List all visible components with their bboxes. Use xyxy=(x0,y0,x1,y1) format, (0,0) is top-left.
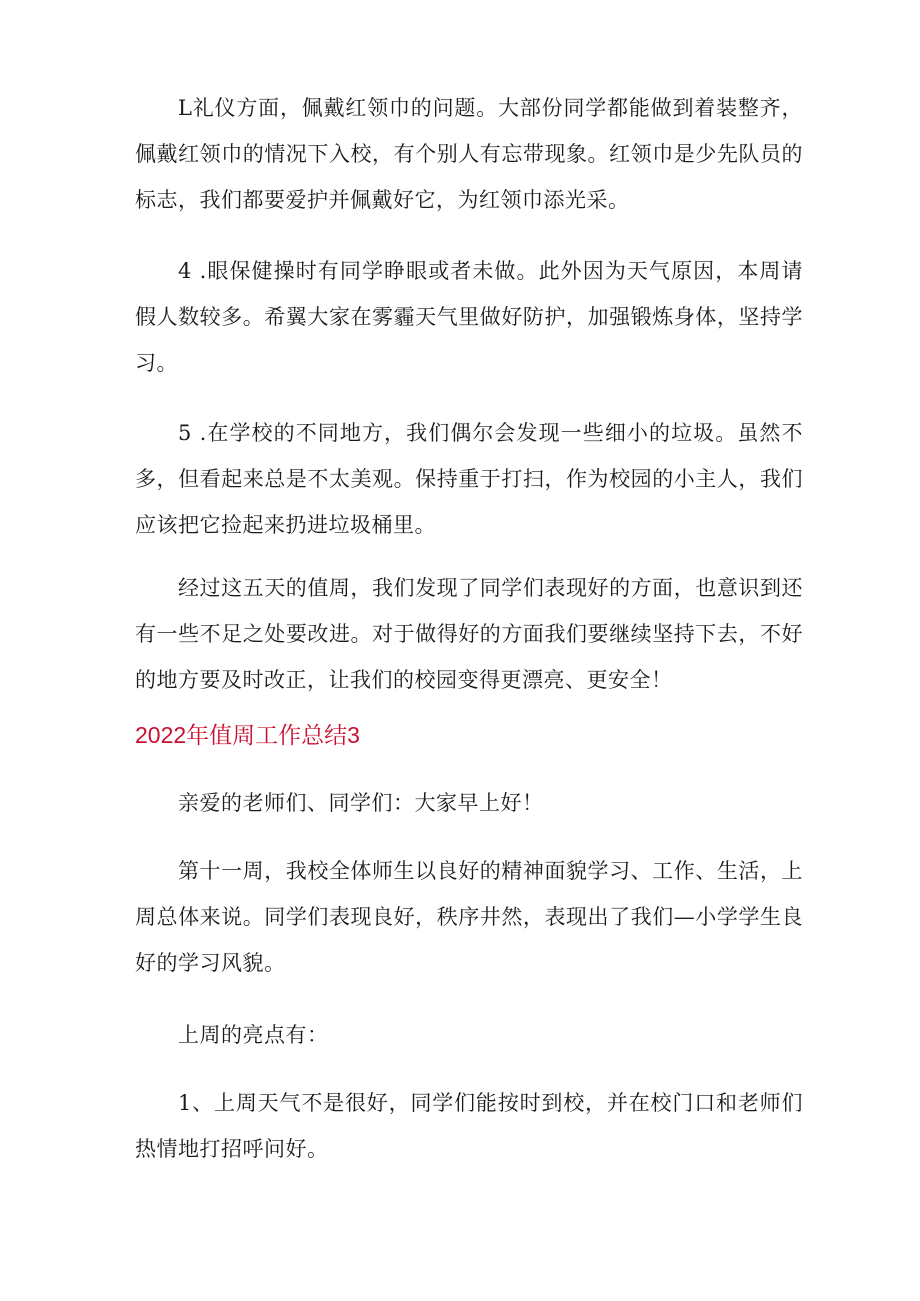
paragraph-litter: 5 .在学校的不同地方，我们偶尔会发现一些细小的垃圾。虽然不多，但看起来总是不太美观。保持重于打扫，作为校园的小主人，我们应该把它捡起来扔进垃圾桶里。 xyxy=(135,421,803,537)
paragraph-highlight-1: 1、上周天气不是很好，同学们能按时到校，并在校门口和老师们热情地打招呼问好。 xyxy=(135,1091,803,1161)
paragraph-week-summary: 第十一周，我校全体师生以良好的精神面貌学习、工作、生活，上周总体来说。同学们表现良好，秩序井然，表现出了我们—小学学生良好的学习风貌。 xyxy=(135,859,803,975)
paragraph-eye-exercises: 4 .眼保健操时有同学睁眼或者未做。此外因为天气原因，本周请假人数较多。希翼大家在雾霾天气里做好防护，加强锻炼身体，坚持学习。 xyxy=(135,259,803,375)
paragraph-conclusion: 经过这五天的值周，我们发现了同学们表现好的方面，也意识到还有一些不足之处要改进。对于做得好的方面我们要继续坚持下去，不好的地方要及时改正，让我们的校园变得更漂亮、更安全！ xyxy=(135,576,803,692)
section-heading: 2022年值周工作总结3 xyxy=(135,722,360,748)
paragraph-highlights-intro: 上周的亮点有： xyxy=(178,1023,329,1047)
paragraph-greeting: 亲爱的老师们、同学们：大家早上好！ xyxy=(178,791,544,815)
paragraph-etiquette: L礼仪方面，佩戴红领巾的问题。大部份同学都能做到着装整齐，佩戴红领巾的情况下入校，有个别人有忘带现象。红领巾是少先队员的标志，我们都要爱护并佩戴好它，为红领巾添光采。 xyxy=(135,96,803,212)
